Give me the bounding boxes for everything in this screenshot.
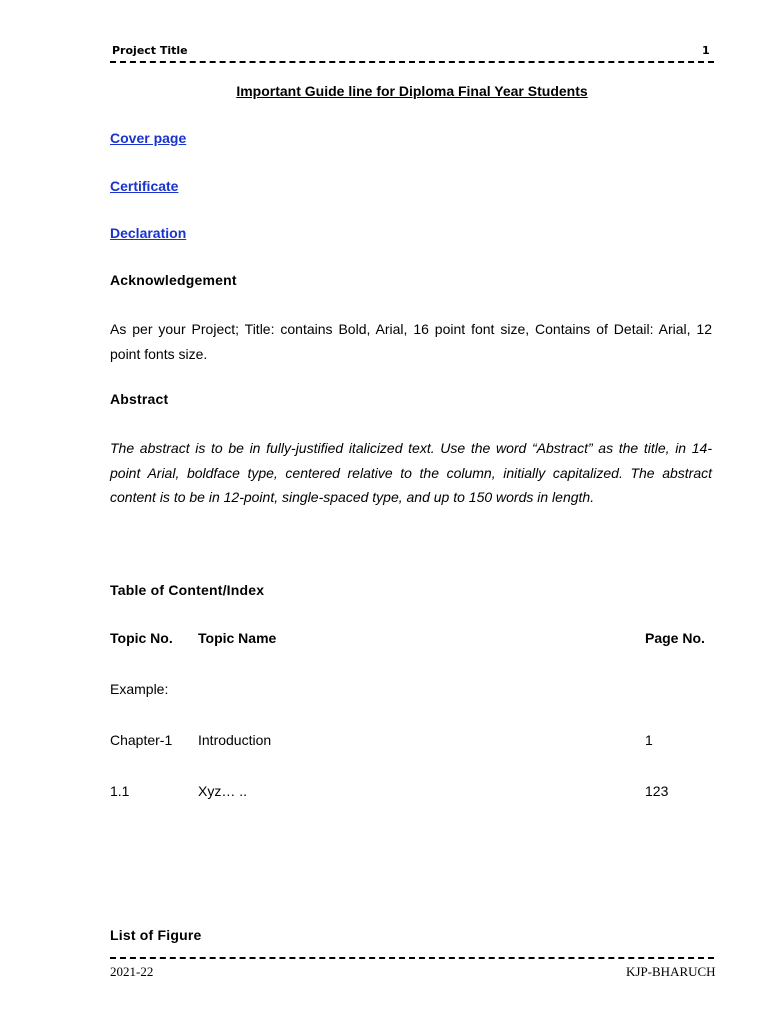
document-title: Important Guide line for Diploma Final Year Students: [236, 83, 588, 99]
toc-row-page-no: 123: [645, 783, 669, 799]
footer-institute: KJP-BHARUCH: [626, 964, 716, 979]
toc-row-topic-name: Introduction: [198, 732, 272, 748]
toc-column-topic-name: Topic Name: [198, 630, 277, 646]
toc-row-topic-name: Xyz… ..: [198, 783, 248, 799]
footer-divider: [110, 957, 714, 959]
header-project-title: Project Title: [112, 44, 188, 57]
acknowledgement-text: As per your Project; Title: contains Bold, Arial, 16 point font size, Contains of Detail: Arial, 12 point fonts size.: [110, 321, 712, 362]
cover-page-link[interactable]: Cover page: [110, 130, 187, 146]
declaration-link[interactable]: Declaration: [110, 225, 187, 241]
toc-column-topic-no: Topic No.: [110, 630, 173, 646]
header-page-number: 1: [702, 44, 710, 57]
certificate-link[interactable]: Certificate: [110, 178, 179, 194]
toc-heading: Table of Content/Index: [110, 582, 265, 598]
header-divider: [110, 61, 714, 63]
toc-column-page-no: Page No.: [645, 630, 705, 646]
acknowledgement-heading: Acknowledgement: [110, 272, 237, 288]
list-of-figure-heading: List of Figure: [110, 927, 202, 943]
toc-example-label: Example:: [110, 681, 169, 697]
toc-row-topic-no: Chapter-1: [110, 732, 173, 748]
footer-year: 2021-22: [110, 964, 154, 979]
toc-row-topic-no: 1.1: [110, 783, 130, 799]
abstract-heading: Abstract: [110, 391, 169, 407]
abstract-text: The abstract is to be in fully-justified italicized text. Use the word “Abstract” as the title, in 14-point Arial, boldface type, centered relative to the column, initially capitalized. The abstract content is to be in 12-point, single-spaced type, and up to 150 words in length.: [110, 440, 712, 505]
toc-row-page-no: 1: [645, 732, 653, 748]
